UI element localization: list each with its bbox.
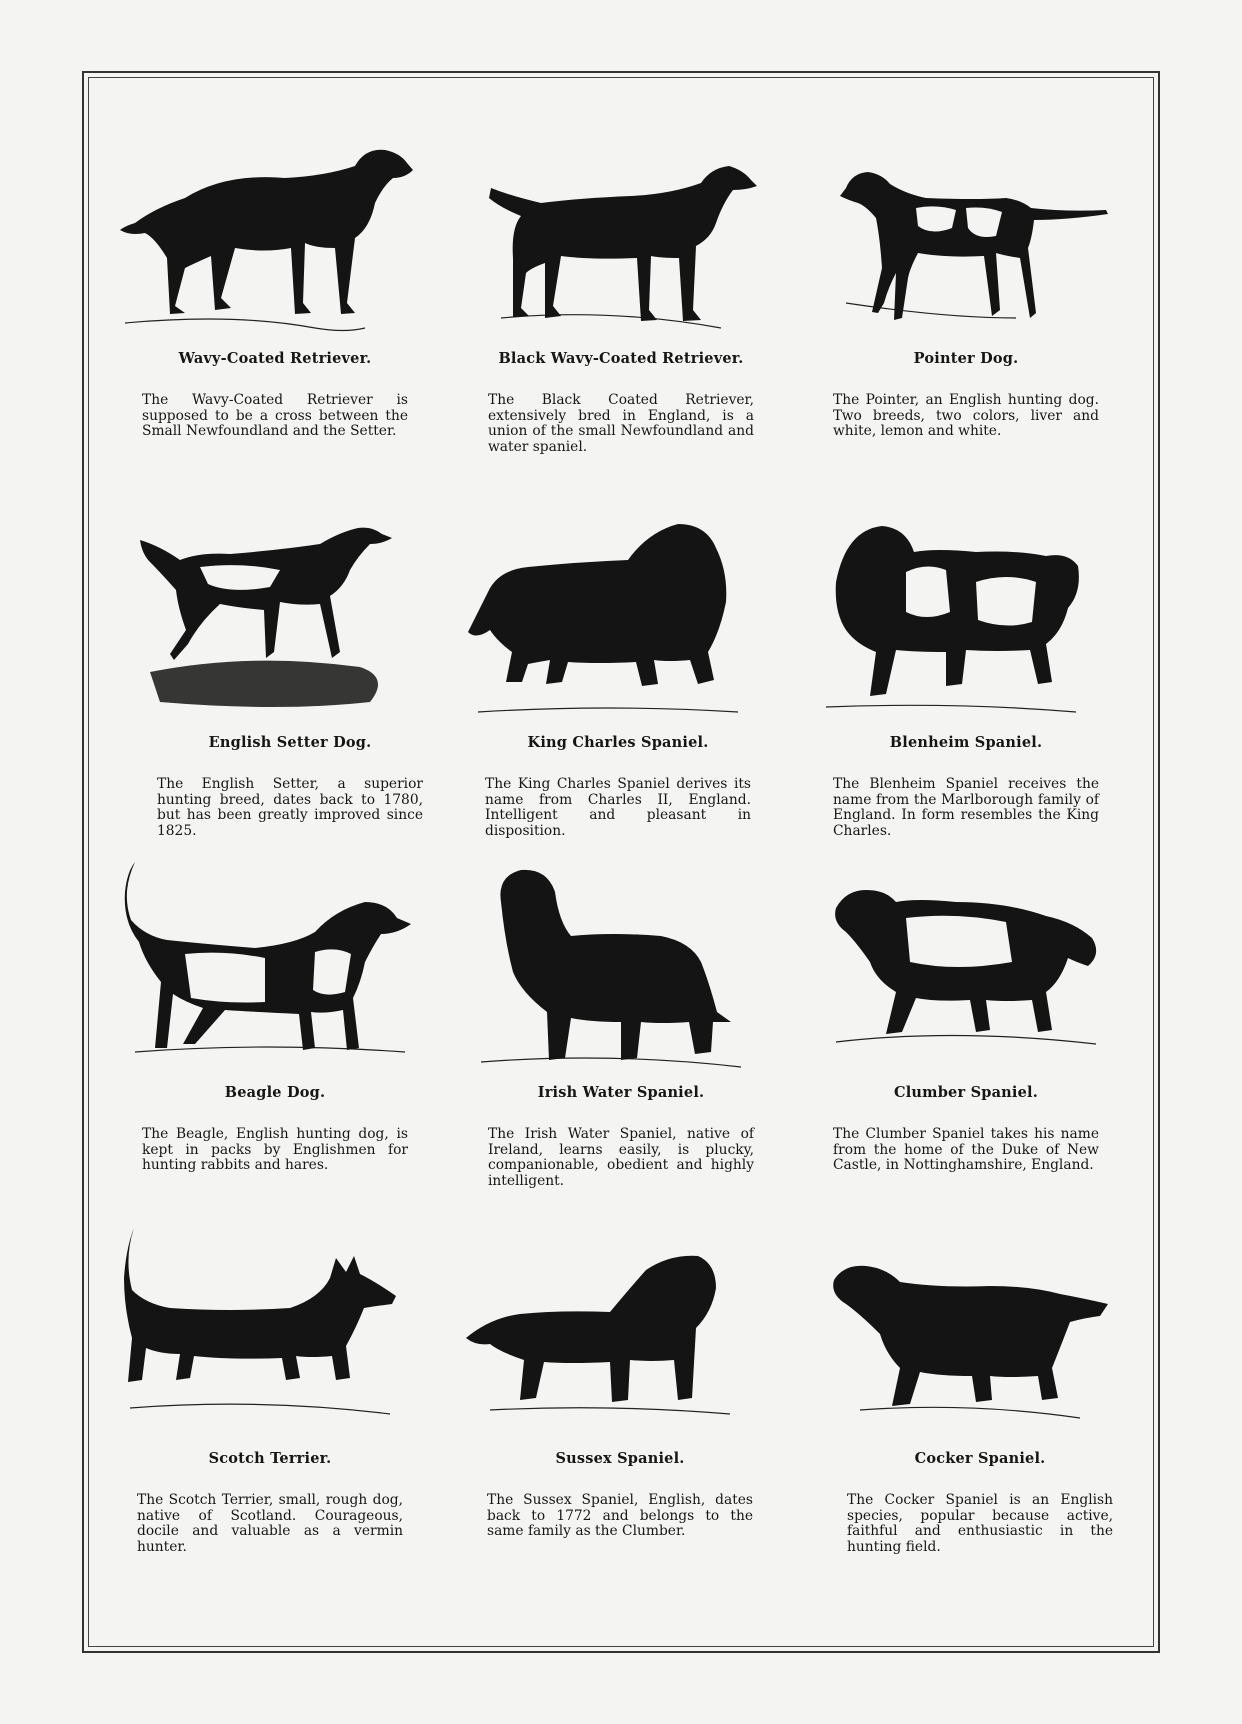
dog-name: Blenheim Spaniel. [889,734,1043,751]
pointer-dog-illustration [806,128,1126,338]
dog-name: Sussex Spaniel. [555,1450,685,1467]
sussex-spaniel-illustration [460,1228,780,1438]
dog-entry-king-charles-spaniel [458,512,778,839]
dog-description: The Beagle, English hunting dog, is kept in packs by Englishmen for hunting rabbits and hares. [142,1126,408,1173]
dog-name: Beagle Dog. [224,1084,326,1101]
dog-entry-sussex-spaniel [460,1228,780,1540]
dog-description: The English Setter, a superior hunting breed, dates back to 1780, but has been greatly improved since 1825. [157,776,423,839]
dog-name: Cocker Spaniel. [914,1450,1046,1467]
dog-description: The Scotch Terrier, small, rough dog, native of Scotland. Courageous, docile and valuable as a vermin hunter. [137,1492,403,1555]
dog-description: The Black Coated Retriever, extensively bred in England, is a union of the small Newfoundland and water spaniel. [488,392,754,455]
clumber-spaniel-illustration [806,862,1126,1072]
dog-name: English Setter Dog. [208,734,372,751]
dog-entry-pointer [806,128,1126,440]
dog-name: Scotch Terrier. [208,1450,332,1467]
dog-entry-beagle [115,862,435,1174]
dog-name: Irish Water Spaniel. [537,1084,705,1101]
beagle-dog-illustration [115,862,435,1072]
dog-description: The Cocker Spaniel is an English species, popular because active, faithful and enthusiastic in the hunting field. [847,1492,1113,1555]
dog-name: Pointer Dog. [913,350,1019,367]
black-wavy-coated-retriever-illustration [461,128,781,338]
dog-entry-wavy-coated-retriever [115,128,435,440]
dog-entry-english-setter [130,512,450,839]
dog-description: The Sussex Spaniel, English, dates back to 1772 and belongs to the same family as the Clumber. [487,1492,753,1539]
dog-description: The Clumber Spaniel takes his name from the home of the Duke of New Castle, in Nottinghamshire, England. [833,1126,1099,1173]
scotch-terrier-illustration [110,1228,430,1438]
dog-description: The Wavy-Coated Retriever is supposed to be a cross between the Small Newfoundland and the Setter. [142,392,408,439]
king-charles-spaniel-illustration [458,512,778,722]
dog-description: The Irish Water Spaniel, native of Ireland, learns easily, is plucky, companionable, obedient and highly intelligent. [488,1126,754,1189]
dog-entry-cocker-spaniel [820,1228,1140,1555]
dog-name: Wavy-Coated Retriever. [178,350,372,367]
dog-description: The Blenheim Spaniel receives the name from the Marlborough family of England. In form resembles the King Charles. [833,776,1099,839]
dog-name: Clumber Spaniel. [893,1084,1039,1101]
cocker-spaniel-illustration [820,1228,1140,1438]
english-setter-illustration [130,512,450,722]
wavy-coated-retriever-illustration [115,128,435,338]
dog-description: The King Charles Spaniel derives its name from Charles II, England. Intelligent and pleasant in disposition. [485,776,751,839]
dog-name: King Charles Spaniel. [527,734,709,751]
dog-name: Black Wavy-Coated Retriever. [498,350,744,367]
irish-water-spaniel-illustration [461,862,781,1072]
blenheim-spaniel-illustration [806,512,1126,722]
dog-entry-clumber-spaniel [806,862,1126,1174]
dog-entry-irish-water-spaniel [461,862,781,1189]
dog-description: The Pointer, an English hunting dog. Two breeds, two colors, liver and white, lemon and white. [833,392,1099,439]
dog-entry-blenheim-spaniel [806,512,1126,839]
dog-entry-black-wavy-coated-retriever [461,128,781,455]
dog-entry-scotch-terrier [110,1228,430,1555]
